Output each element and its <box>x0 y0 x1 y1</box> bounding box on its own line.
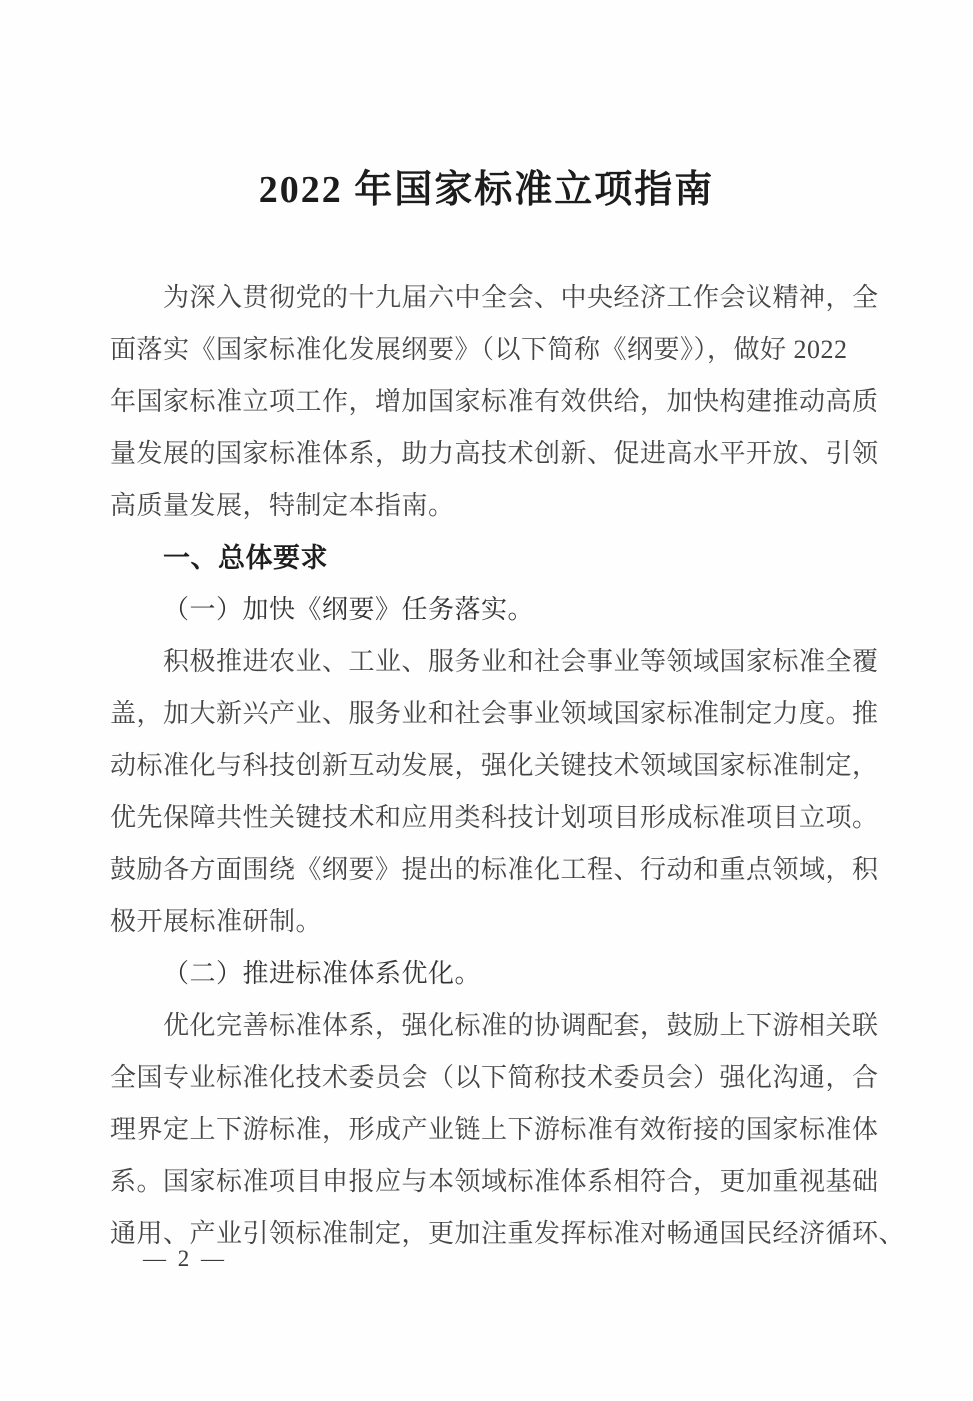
text-line: 极开展标准研制。 <box>110 907 323 936</box>
text-line: 动标准化与科技创新互动发展，强化关键技术领域国家标准制定， <box>110 751 879 780</box>
text-line: 盖，加大新兴产业、服务业和社会事业领域国家标准制定力度。推 <box>110 699 879 728</box>
text-line: 为深入贯彻党的十九届六中全会、中央经济工作会议精神，全 <box>163 283 879 312</box>
text-line: （二）推进标准体系优化。 <box>163 959 482 988</box>
text-line: 优先保障共性关键技术和应用类科技计划项目形成标准项目立项。 <box>110 803 879 832</box>
text-line: 鼓励各方面围绕《纲要》提出的标准化工程、行动和重点领域，积 <box>110 855 879 884</box>
text-line: 一、总体要求 <box>163 543 328 573</box>
text-line: 系。国家标准项目申报应与本领域标准体系相符合，更加重视基础 <box>110 1167 879 1196</box>
text-line: 高质量发展，特制定本指南。 <box>110 491 455 520</box>
text-line: 面落实《国家标准化发展纲要》（以下简称《纲要》），做好 2022 <box>110 335 848 364</box>
text-line: 优化完善标准体系，强化标准的协调配套，鼓励上下游相关联 <box>163 1011 879 1040</box>
text-line: 量发展的国家标准体系，助力高技术创新、促进高水平开放、引领 <box>110 439 879 468</box>
text-line: （一）加快《纲要》任务落实。 <box>163 595 535 624</box>
document-body <box>110 272 910 1260</box>
text-line: 理界定上下游标准，形成产业链上下游标准有效衔接的国家标准体 <box>110 1115 879 1144</box>
text-line: 年国家标准立项工作，增加国家标准有效供给，加快构建推动高质 <box>110 387 879 416</box>
text-line: 全国专业标准化技术委员会（以下简称技术委员会）强化沟通，合 <box>110 1063 879 1092</box>
text-line: 通用、产业引领标准制定，更加注重发挥标准对畅通国民经济循环、 <box>110 1219 906 1248</box>
text-line: 积极推进农业、工业、服务业和社会事业等领域国家标准全覆 <box>163 647 879 676</box>
page-number: — 2 — <box>143 1246 227 1271</box>
document-title: 2022 年国家标准立项指南 <box>258 169 715 211</box>
